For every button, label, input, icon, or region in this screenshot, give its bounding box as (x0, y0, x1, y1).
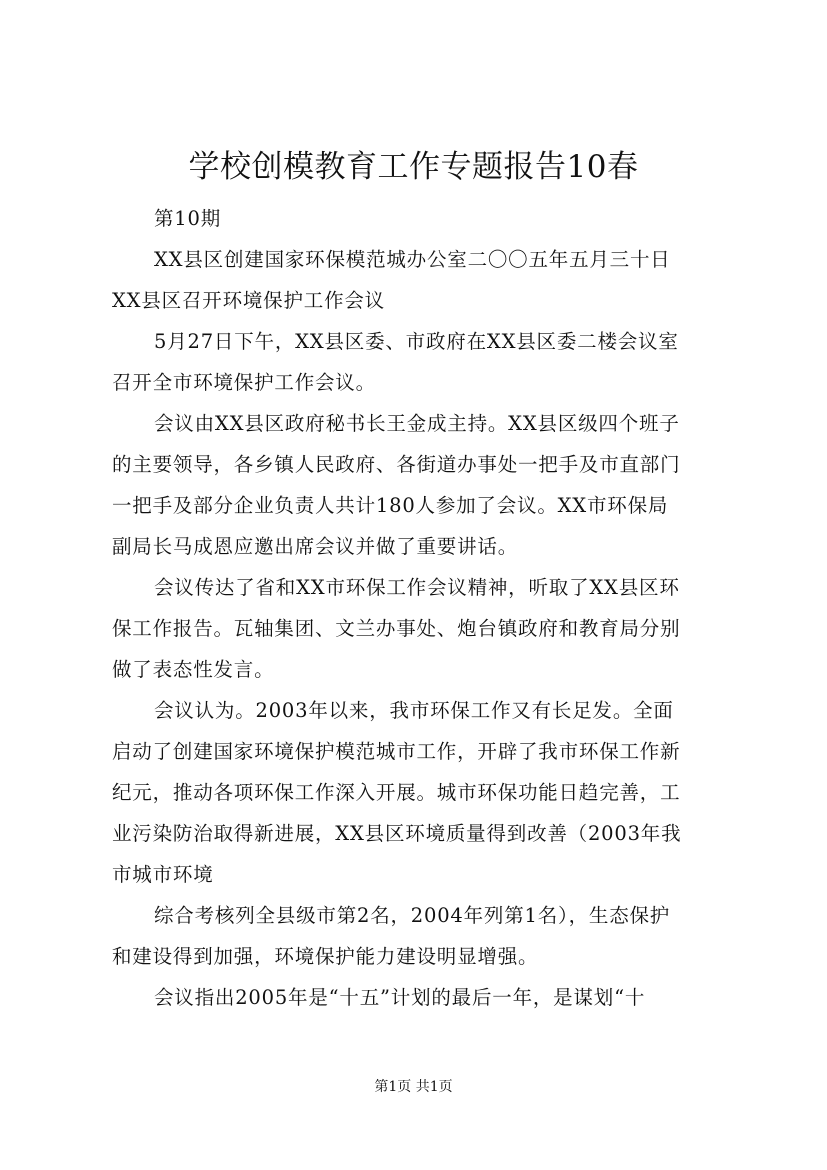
text-line: 5月27日下午，XX县区委、市政府在XX县区委二楼会议室 (154, 330, 679, 353)
text-line: 保工作报告。瓦轴集团、文兰办事处、炮台镇政府和教育局分别 (112, 617, 681, 640)
page-footer: 第1页 共1页 (374, 1079, 453, 1095)
document-title: 学校创模教育工作专题报告10春 (188, 149, 639, 185)
text-line: 副局长马成恩应邀出席会议并做了重要讲话。 (112, 535, 519, 558)
document-body (112, 198, 724, 1018)
text-line: 会议传达了省和XX市环保工作会议精神，听取了XX县区环 (154, 576, 680, 599)
text-line: XX县区召开环境保护工作会议 (112, 289, 385, 312)
text-line: 纪元，推动各项环保工作深入开展。城市环保功能日趋完善，工 (112, 781, 681, 804)
text-line: 会议由XX县区政府秘书长王金成主持。XX县区级四个班子 (154, 412, 680, 435)
text-line: 业污染防治取得新进展，XX县区环境质量得到改善（2003年我 (112, 822, 682, 845)
text-line: 综合考核列全县级市第2名，2004年列第1名），生态保护 (154, 904, 671, 927)
text-line: XX县区创建国家环保模范城办公室二〇〇五年五月三十日 (154, 248, 671, 271)
text-line: 做了表态性发言。 (112, 658, 275, 681)
text-line: 会议认为。2003年以来，我市环保工作又有长足发。全面 (154, 699, 674, 722)
text-line: 会议指出2005年是“十五”计划的最后一年，是谋划“十 (154, 986, 646, 1009)
text-line: 召开全市环境保护工作会议。 (112, 371, 376, 394)
text-line: 市城市环境 (112, 863, 214, 886)
text-line: 启动了创建国家环境保护模范城市工作，开辟了我市环保工作新 (112, 740, 681, 763)
text-line: 第10期 (154, 207, 222, 230)
text-line: 的主要领导，各乡镇人民政府、各街道办事处一把手及市直部门 (112, 453, 681, 476)
text-line: 一把手及部分企业负责人共计180人参加了会议。XX市环保局 (112, 494, 669, 517)
text-line: 和建设得到加强，环境保护能力建设明显增强。 (112, 945, 539, 968)
